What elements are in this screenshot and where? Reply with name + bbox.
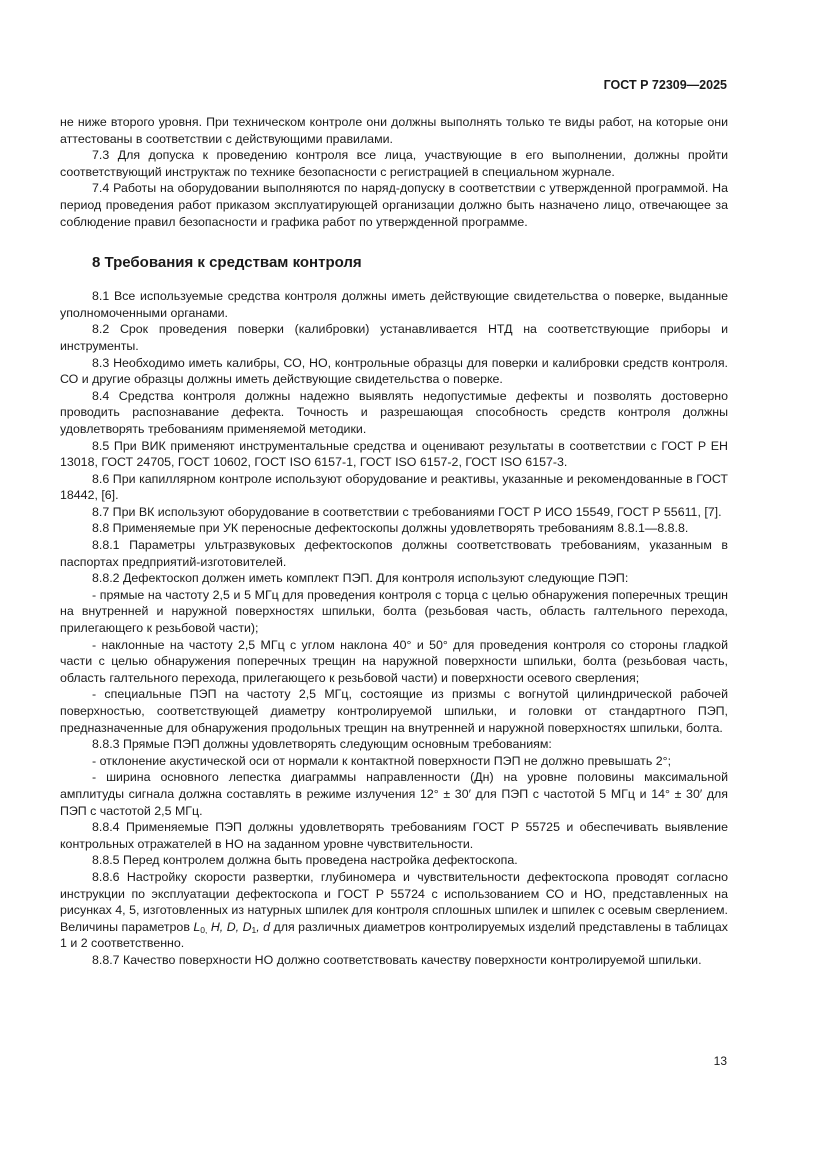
bullet-straight-probes: - прямые на частоту 2,5 и 5 МГц для проведения контроля с торца с целью обнаружения поперечных трещин на внутренней и наружной поверхностях шпильки, болта (резьбовая часть, область галтельного перехода, прилегающего к резьбовой части); (60, 587, 728, 636)
paragraph-8-8-6-text-a: 8.8.6 Настройку скорости развертки, глубиномера и чувствительности дефектоскопа проводят согласно инструкции по эксплуатации дефектоскопа и ГОСТ Р 55724 с использованием СО и НО, представленных на рисунках 4, 5, изготовленных из натурных шпилек для контроля сплошных шпилек и шпилек с осевым сверлением. Величины параметров (60, 869, 728, 934)
paragraph-8-8-2: 8.8.2 Дефектоскоп должен иметь комплект ПЭП. Для контроля используют следующие ПЭП: (92, 571, 629, 586)
paragraph-8-2: 8.2 Срок проведения поверки (калибровки) устанавливается НТД на соответствующие приборы и инструменты. (60, 322, 728, 353)
paragraph-8-8-5: 8.8.5 Перед контролем должна быть проведена настройка дефектоскопа. (92, 853, 518, 868)
paragraph-8-8-7: 8.8.7 Качество поверхности НО должно соответствовать качеству поверхности контролируемой шпильки. (92, 952, 702, 967)
symbols-H-D-D: H, D, D (207, 919, 252, 934)
paragraph-8-8-1: 8.8.1 Параметры ультразвуковых дефектоскопов должны соответствовать требованиям, указанным в паспортах предприятий-изготовителей. (60, 538, 728, 569)
paragraph-8-6: 8.6 При капиллярном контроле используют оборудование и реактивы, указанные и рекомендованные в ГОСТ 18442, [6]. (60, 471, 728, 503)
bullet-lobe-width: - ширина основного лепестка диаграммы направленности (Дн) на уровне половины максимальной амплитуды сигнала должна составлять в режиме излучения 12° ± 30′ для ПЭП с частотой 5 МГц и 14° ± 30′ для ПЭП с частотой 2,5 МГц. (60, 770, 728, 818)
paragraph-8-1: 8.1 Все используемые средства контроля должны иметь действующие свидетельства о поверке, выданные уполномоченными органами. (60, 289, 728, 320)
section-8-heading: 8 Требования к средствам контроля (92, 254, 362, 272)
paragraph-8-8-6 (60, 869, 728, 952)
symbol-L: L (193, 919, 201, 934)
paragraph-8-8-3: 8.8.3 Прямые ПЭП должны удовлетворять следующим основным требованиям: (92, 737, 552, 752)
subscript-1: 1 (251, 924, 257, 935)
page-number: 13 (713, 1054, 727, 1068)
paragraph-8-7: 8.7 При ВК используют оборудование в соответствии с требованиями ГОСТ Р ИСО 15549, ГОСТ Р 55611, [7]. (92, 504, 722, 519)
paragraph-8-8-4: 8.8.4 Применяемые ПЭП должны удовлетворять требованиям ГОСТ Р 55725 и обеспечивать выявление контрольных отражателей в НО на заданном уровне чувствительности. (60, 820, 728, 851)
paragraph-8-8: 8.8 Применяемые при УК переносные дефектоскопы должны удовлетворять требованиям 8.8.1—8.8.8. (92, 521, 689, 536)
paragraph-8-8-6-text-b: для различных диаметров контролируемых изделий представлены в таблицах 1 и 2 соответственно. (60, 919, 728, 951)
bullet-angled-probes: - наклонные на частоту 2,5 МГц с углом наклона 40° и 50° для проведения контроля со стороны гладкой части с целью обнаружения поперечных трещин на наружной поверхности шпильки, болта (резьбовая часть, область галтельного перехода, прилегающего к резьбовой части) и поверхности осевого сверления; (60, 637, 728, 685)
paragraph-7-2-continued: не ниже второго уровня. При техническом контроле они должны выполнять только те виды работ, на которые они аттестованы в соответствии с действующими правилами. (60, 115, 728, 146)
subscript-0: 0, (200, 924, 208, 935)
symbol-d: , d (256, 919, 271, 934)
paragraph-7-3: 7.3 Для допуска к проведению контроля все лица, участвующие в его выполнении, должны пройти соответствующий инструктаж по технике безопасности с регистрацией в специальном журнале. (60, 148, 728, 179)
page-body (60, 114, 728, 969)
paragraph-8-4: 8.4 Средства контроля должны надежно выявлять недопустимые дефекты и позволять достоверно проводить распознавание дефекта. Точность и разрешающая способность средств контроля должны удовлетворять требованиям применяемой методики. (60, 388, 728, 436)
bullet-special-probes: - специальные ПЭП на частоту 2,5 МГц, состоящие из призмы с вогнутой цилиндрической рабочей поверхностью, соответствующей диаметру контролируемой шпильки, и головки от стандартного ПЭП, предназначенные для обнаружения продольных трещин на внутренней и наружной поверхностях шпильки, болта. (60, 687, 728, 735)
bullet-axis-deviation: - отклонение акустической оси от нормали к контактной поверхности ПЭП не должно превышать 2°; (92, 753, 672, 768)
document-id-header: ГОСТ Р 72309—2025 (603, 78, 727, 92)
paragraph-8-3: 8.3 Необходимо иметь калибры, СО, НО, контрольные образцы для поверки и калибровки средств контроля. СО и другие образцы должны иметь действующие свидетельства о поверке. (60, 355, 728, 387)
paragraph-7-4: 7.4 Работы на оборудовании выполняются по наряд-допуску в соответствии с утвержденной программой. На период проведения работ приказом эксплуатирующей организации должно быть назначено лицо, отвечающее за соблюдение правил безопасности и графика работ по утвержденной программе. (60, 181, 728, 229)
paragraph-8-5: 8.5 При ВИК применяют инструментальные средства и оценивают результаты в соответствии с ГОСТ Р ЕН 13018, ГОСТ 24705, ГОСТ 10602, ГОСТ ISO 6157-1, ГОСТ ISO 6157-2, ГОСТ ISO 6157-3. (60, 438, 728, 470)
